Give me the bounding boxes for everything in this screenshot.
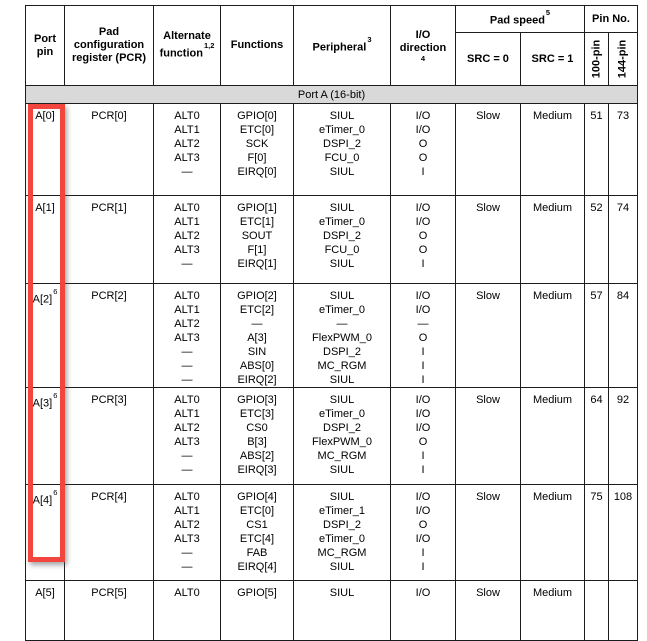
peripheral-cell	[294, 388, 391, 485]
header-src0	[456, 33, 521, 86]
table-row	[26, 485, 638, 581]
io-direction-cell	[391, 196, 456, 284]
pin144-cell	[609, 388, 638, 485]
pin100-value: 64	[590, 394, 603, 406]
pcr-cell	[65, 104, 154, 196]
pcr-cell	[65, 581, 154, 641]
io-direction-line: O	[418, 519, 428, 531]
src1-value: Medium	[532, 394, 573, 406]
alt-function-cell	[154, 196, 221, 284]
function-line: FAB	[246, 547, 268, 559]
functions-cell	[221, 485, 294, 581]
header-functions-label: Functions	[230, 39, 284, 51]
pcr-label: PCR[3]	[91, 394, 127, 406]
function-line: SCK	[245, 138, 269, 150]
peripheral-line: MC_RGM	[317, 547, 367, 559]
peripheral-line: FlexPWM_0	[312, 436, 372, 448]
pin100-value: 57	[590, 290, 603, 302]
src0-cell	[456, 284, 521, 388]
src0-cell	[456, 196, 521, 284]
src1-value: Medium	[532, 110, 573, 122]
header-io-direction	[391, 6, 456, 86]
function-line: EIRQ[3]	[237, 464, 277, 476]
port-pin-cell	[26, 581, 65, 641]
peripheral-line: FCU_0	[324, 152, 360, 164]
alt-function-line: —	[181, 450, 193, 462]
io-direction-line: O	[418, 230, 428, 242]
table-row-partial	[26, 581, 638, 641]
header-src0-label: SRC = 0	[467, 52, 509, 65]
peripheral-cell	[294, 104, 391, 196]
pin100-cell	[585, 284, 609, 388]
src0-value: Slow	[476, 202, 500, 214]
src1-cell	[521, 485, 585, 581]
io-direction-line: O	[418, 138, 428, 150]
function-line: EIRQ[4]	[237, 561, 277, 573]
alt-function-line: ALT0	[174, 290, 200, 302]
header-peripheral	[294, 6, 391, 86]
table-row	[26, 196, 638, 284]
alt-function-line: ALT3	[174, 533, 200, 545]
header-pcr	[65, 6, 154, 86]
src0-value: Slow	[476, 394, 500, 406]
src0-value: Slow	[476, 290, 500, 302]
pad-speed-footnote: 5	[545, 8, 551, 18]
peripheral-line: DSPI_2	[323, 138, 361, 150]
header-src1-label: SRC = 1	[531, 52, 574, 65]
pin100-cell	[585, 581, 609, 641]
alt-function-line: —	[181, 346, 193, 358]
port-pin-cell	[26, 196, 65, 284]
port-pin-cell	[26, 485, 65, 581]
function-line: CS1	[246, 519, 268, 531]
pcr-cell	[65, 485, 154, 581]
peripheral-line: eTimer_0	[318, 408, 366, 420]
function-line: ETC[0]	[239, 124, 275, 136]
src1-value: Medium	[532, 587, 573, 599]
function-line: ETC[1]	[239, 216, 275, 228]
functions-cell	[221, 581, 294, 641]
alt-function-cell	[154, 104, 221, 196]
io-direction-line: I	[421, 450, 425, 462]
io-direction-line: I	[421, 166, 425, 178]
pin144-cell	[609, 581, 638, 641]
functions-cell	[221, 104, 294, 196]
function-line: GPIO[0]	[237, 110, 277, 122]
table-row	[26, 284, 638, 388]
header-100-pin-label: 100-pin	[590, 39, 602, 79]
pin144-cell	[609, 485, 638, 581]
port-pin-footnote: 6	[53, 391, 58, 400]
peripheral-line: eTimer_1	[318, 505, 366, 517]
alt-function-line: ALT2	[174, 519, 200, 531]
src0-value: Slow	[476, 110, 500, 122]
port-pin-cell	[26, 104, 65, 196]
pcr-label: PCR[4]	[91, 491, 127, 503]
io-direction-line: I	[421, 374, 425, 386]
pin144-value: 108	[613, 491, 633, 503]
function-line: F[0]	[247, 152, 267, 164]
alt-function-line: —	[181, 258, 193, 270]
peripheral-cell	[294, 485, 391, 581]
peripheral-line: FlexPWM_0	[312, 332, 372, 344]
io-direction-line: I/O	[415, 422, 431, 434]
peripheral-line: SIUL	[329, 258, 355, 270]
alt-function-line: ALT0	[174, 202, 200, 214]
functions-cell	[221, 196, 294, 284]
port-pin-footnote: 6	[53, 287, 58, 296]
port-pin-label: A[0]	[35, 110, 55, 122]
function-line: GPIO[1]	[237, 202, 277, 214]
function-line: SOUT	[241, 230, 273, 242]
peripheral-line: SIUL	[329, 587, 355, 599]
function-line: ETC[3]	[239, 408, 275, 420]
peripheral-line: eTimer_0	[318, 533, 366, 545]
header-io-direction-label: I/O direction	[399, 29, 447, 54]
io-direction-line: I/O	[415, 124, 431, 136]
peripheral-line: eTimer_0	[318, 304, 366, 316]
port-pin-footnote: 6	[53, 488, 58, 497]
header-peripheral-label: Peripheral	[312, 41, 367, 54]
alt-function-cell	[154, 485, 221, 581]
header-port-pin-label: Port pin	[34, 32, 56, 58]
alt-function-line: ALT1	[174, 124, 200, 136]
alt-function-line: —	[181, 374, 193, 386]
function-line: CS0	[246, 422, 268, 434]
io-direction-line: O	[418, 244, 428, 256]
alt-function-line: —	[181, 464, 193, 476]
port-pin-label: A[5]	[35, 587, 55, 599]
table-header	[26, 6, 638, 86]
port-pin-label: A[4]	[32, 494, 53, 507]
io-direction-footnote: 4	[420, 54, 426, 63]
src1-value: Medium	[532, 491, 573, 503]
function-line: GPIO[2]	[237, 290, 277, 302]
alt-function-line: ALT2	[174, 230, 200, 242]
function-line: GPIO[5]	[237, 587, 277, 599]
alt-function-line: ALT1	[174, 304, 200, 316]
function-line: B[3]	[247, 436, 267, 448]
peripheral-line: SIUL	[329, 394, 355, 406]
io-direction-cell	[391, 284, 456, 388]
pad-muxing-table	[25, 5, 638, 641]
io-direction-cell	[391, 581, 456, 641]
peripheral-footnote: 3	[367, 34, 372, 44]
function-line: ETC[2]	[239, 304, 275, 316]
pin100-cell	[585, 485, 609, 581]
alt-function-cell	[154, 388, 221, 485]
function-line: —	[251, 318, 263, 330]
io-direction-line: I/O	[415, 587, 431, 599]
pcr-cell	[65, 388, 154, 485]
io-direction-line: I/O	[415, 394, 431, 406]
peripheral-line: FCU_0	[324, 244, 360, 256]
pin144-value: 84	[616, 290, 630, 302]
io-direction-line: I	[421, 360, 425, 372]
src0-cell	[456, 388, 521, 485]
src1-cell	[521, 388, 585, 485]
alt-function-line: —	[181, 360, 193, 372]
port-pin-cell	[26, 284, 65, 388]
section-title: Port A (16-bit)	[297, 88, 366, 101]
pin144-cell	[609, 104, 638, 196]
alt-function-line: ALT3	[174, 332, 200, 344]
function-line: GPIO[3]	[237, 394, 277, 406]
io-direction-line: O	[418, 152, 428, 164]
pin144-value: 92	[616, 394, 630, 406]
peripheral-line: MC_RGM	[317, 360, 367, 372]
peripheral-line: SIUL	[329, 290, 355, 302]
alt-function-line: —	[181, 166, 193, 178]
header-100-pin	[585, 33, 609, 86]
io-direction-line: I/O	[415, 505, 431, 517]
header-144-pin-label: 144-pin	[616, 39, 629, 79]
io-direction-line: I	[421, 346, 425, 358]
header-alternate-function-label: Alternate function	[159, 30, 211, 60]
io-direction-line: I	[421, 547, 425, 559]
header-pad-speed-label: Pad speed	[489, 14, 545, 27]
alt-function-cell	[154, 581, 221, 641]
pcr-cell	[65, 284, 154, 388]
peripheral-line: MC_RGM	[317, 450, 367, 462]
pin100-cell	[585, 104, 609, 196]
alt-function-line: ALT3	[174, 244, 200, 256]
pcr-label: PCR[0]	[91, 110, 127, 122]
alt-function-line: —	[181, 561, 193, 573]
src1-cell	[521, 104, 585, 196]
header-functions	[221, 6, 294, 86]
alt-function-cell	[154, 284, 221, 388]
function-line: GPIO[4]	[237, 491, 277, 503]
pin144-cell	[609, 284, 638, 388]
alt-function-line: ALT1	[174, 408, 200, 420]
function-line: EIRQ[1]	[237, 258, 277, 270]
port-pin-label: A[3]	[32, 397, 53, 410]
port-pin-label: A[2]	[32, 293, 53, 306]
io-direction-line: O	[418, 436, 428, 448]
src1-value: Medium	[532, 290, 573, 302]
section-row-port-a	[26, 86, 638, 104]
peripheral-line: DSPI_2	[323, 519, 361, 531]
pin100-value: 51	[590, 110, 603, 122]
io-direction-line: I	[421, 258, 425, 270]
alt-function-line: ALT1	[174, 505, 200, 517]
function-line: ETC[4]	[239, 533, 275, 545]
peripheral-line: SIUL	[329, 202, 355, 214]
pcr-label: PCR[2]	[91, 290, 127, 302]
alt-function-line: ALT2	[174, 138, 200, 150]
peripheral-line: SIUL	[329, 464, 355, 476]
port-pin-cell	[26, 388, 65, 485]
io-direction-line: O	[418, 332, 428, 344]
header-port-pin	[26, 6, 65, 86]
function-line: EIRQ[0]	[237, 166, 277, 178]
io-direction-line: I/O	[415, 491, 431, 503]
alt-function-line: ALT3	[174, 152, 200, 164]
function-line: F[1]	[247, 244, 267, 256]
peripheral-line: SIUL	[329, 561, 355, 573]
io-direction-line: —	[417, 318, 429, 330]
io-direction-line: I/O	[415, 216, 431, 228]
header-pin-no-label: Pin No.	[592, 12, 630, 25]
pin100-cell	[585, 388, 609, 485]
peripheral-line: eTimer_0	[318, 216, 366, 228]
port-a-rows	[26, 104, 638, 641]
pin100-value: 75	[590, 491, 603, 503]
peripheral-line: SIUL	[329, 374, 355, 386]
io-direction-line: I/O	[415, 110, 431, 122]
io-direction-line: I/O	[415, 202, 431, 214]
pin144-value: 73	[616, 110, 630, 122]
functions-cell	[221, 284, 294, 388]
function-line: SIN	[247, 346, 267, 358]
peripheral-cell	[294, 581, 391, 641]
pin144-cell	[609, 196, 638, 284]
alt-function-line: ALT0	[174, 110, 200, 122]
alt-function-line: ALT3	[174, 436, 200, 448]
src1-cell	[521, 581, 585, 641]
table-row	[26, 388, 638, 485]
src1-cell	[521, 284, 585, 388]
header-pcr-label: Pad configuration register (PCR)	[72, 26, 146, 64]
header-144-pin	[609, 33, 638, 86]
peripheral-cell	[294, 284, 391, 388]
alt-function-line: ALT0	[174, 394, 200, 406]
alt-function-line: ALT2	[174, 318, 200, 330]
io-direction-cell	[391, 104, 456, 196]
alt-function-line: ALT1	[174, 216, 200, 228]
src0-cell	[456, 485, 521, 581]
function-line: A[3]	[247, 332, 267, 344]
pin100-value: 52	[590, 202, 603, 214]
peripheral-line: eTimer_0	[318, 124, 366, 136]
function-line: ABS[0]	[239, 360, 275, 372]
alt-function-line: ALT0	[174, 491, 200, 503]
functions-cell	[221, 388, 294, 485]
io-direction-line: I	[421, 464, 425, 476]
peripheral-line: —	[336, 318, 348, 330]
pcr-cell	[65, 196, 154, 284]
peripheral-line: SIUL	[329, 166, 355, 178]
src0-value: Slow	[476, 491, 500, 503]
function-line: ABS[2]	[239, 450, 275, 462]
src0-cell	[456, 104, 521, 196]
header-src1	[521, 33, 585, 86]
io-direction-cell	[391, 388, 456, 485]
peripheral-line: DSPI_2	[323, 230, 361, 242]
header-pad-speed	[456, 6, 585, 33]
io-direction-line: I/O	[415, 304, 431, 316]
io-direction-cell	[391, 485, 456, 581]
pin144-value: 74	[616, 202, 630, 214]
alternate-function-footnote: 1,2	[203, 41, 215, 51]
port-pin-label: A[1]	[35, 202, 55, 214]
header-pin-no	[585, 6, 638, 33]
header-alternate-function	[154, 6, 221, 86]
pcr-label: PCR[1]	[91, 202, 127, 214]
peripheral-line: SIUL	[329, 491, 355, 503]
peripheral-line: DSPI_2	[323, 346, 361, 358]
peripheral-line: SIUL	[329, 110, 355, 122]
io-direction-line: I/O	[415, 408, 431, 420]
src1-cell	[521, 196, 585, 284]
io-direction-line: I/O	[415, 533, 431, 545]
function-line: EIRQ[2]	[237, 374, 277, 386]
pcr-label: PCR[5]	[91, 587, 127, 599]
section-title-cell	[26, 86, 638, 104]
pin100-cell	[585, 196, 609, 284]
alt-function-line: ALT2	[174, 422, 200, 434]
alt-function-line: —	[181, 547, 193, 559]
src1-value: Medium	[532, 202, 573, 214]
peripheral-line: DSPI_2	[323, 422, 361, 434]
src0-cell	[456, 581, 521, 641]
table-row	[26, 104, 638, 196]
function-line: ETC[0]	[239, 505, 275, 517]
alt-function-line: ALT0	[174, 587, 200, 599]
io-direction-line: I	[421, 561, 425, 573]
peripheral-cell	[294, 196, 391, 284]
src0-value: Slow	[476, 587, 500, 599]
io-direction-line: I/O	[415, 290, 431, 302]
